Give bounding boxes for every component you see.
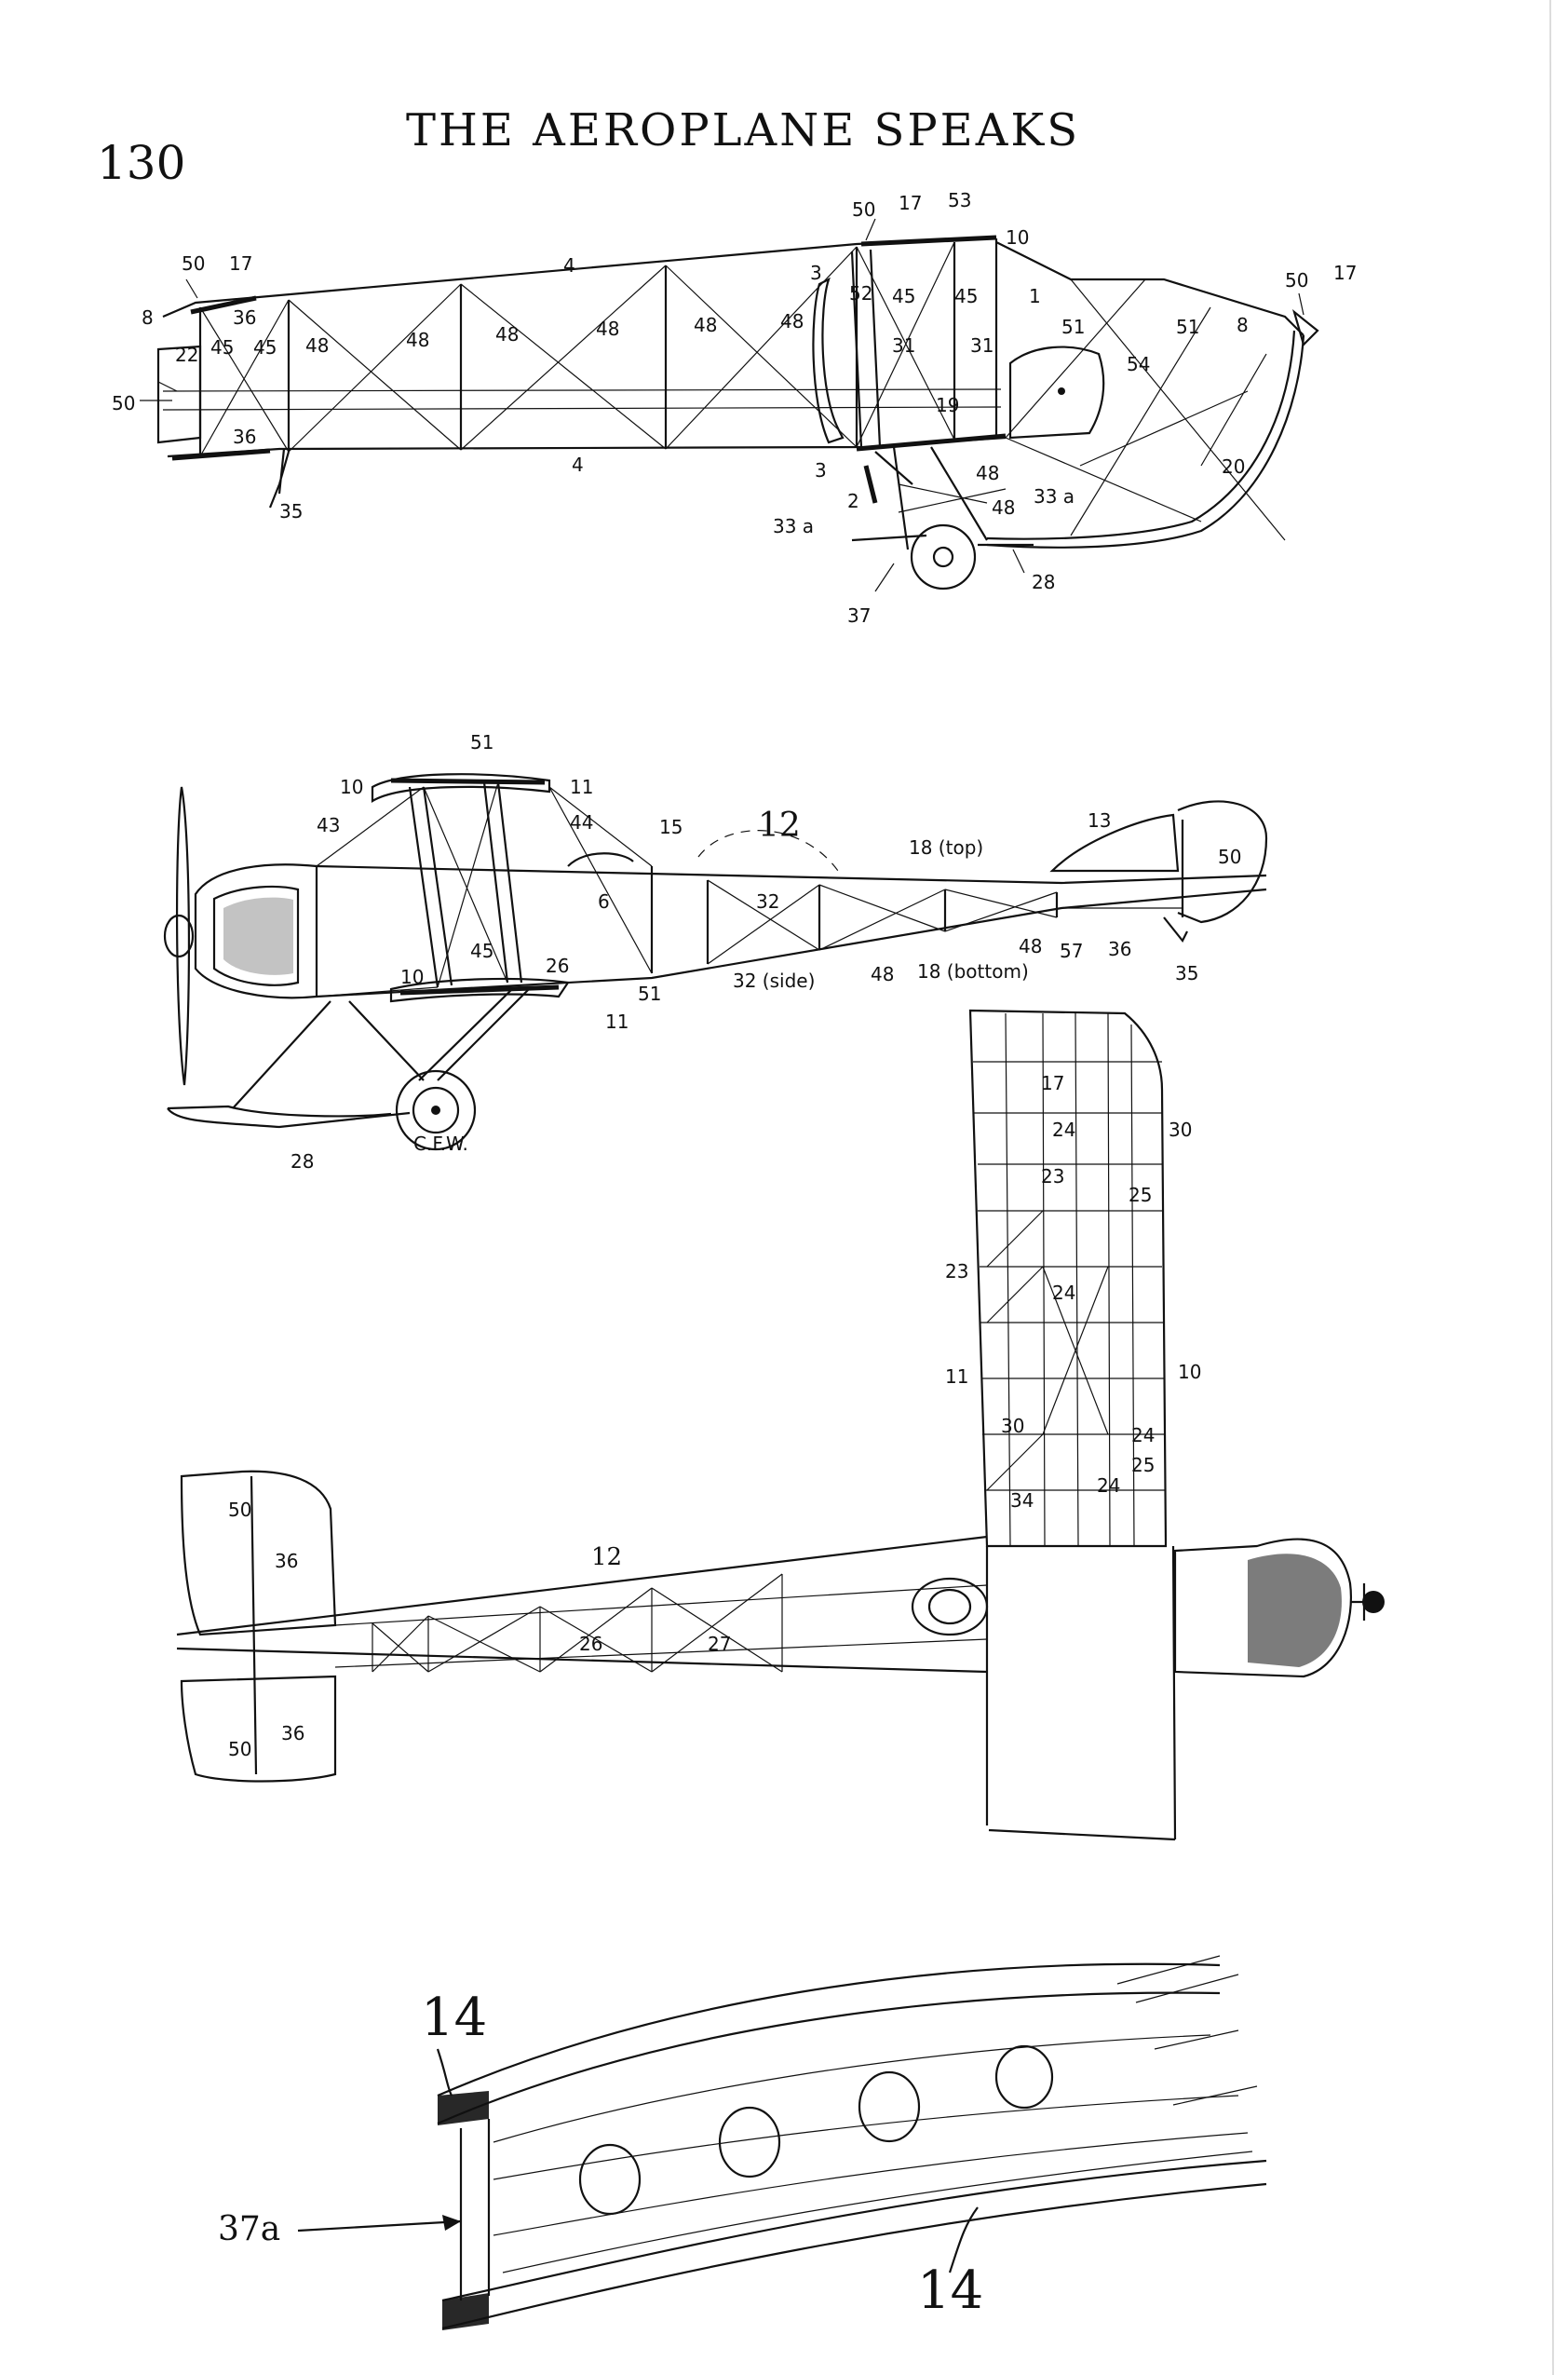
label: 1 [1029,285,1041,307]
label: 10 [1178,1361,1202,1383]
label: 3 [810,262,822,284]
label: 6 [598,890,610,913]
label: 8 [1237,314,1249,336]
label: 36 [275,1550,299,1572]
label: 25 [1129,1184,1153,1206]
label: 25 [1131,1454,1156,1476]
label: 12 [591,1543,623,1571]
label: 8 [142,306,154,329]
label: 33 a [1034,485,1075,508]
page-number: 130 [97,136,186,190]
label: 36 [233,426,257,448]
label: 36 [1108,938,1132,960]
label: 45 [470,940,494,962]
label: 48 [305,334,330,357]
label: 10 [1006,226,1030,249]
label: 48 [780,310,804,332]
label: 11 [570,776,594,798]
label: 4 [563,254,575,277]
label: 31 [892,334,916,357]
label: 11 [605,1011,629,1033]
label: 28 [1032,571,1056,593]
label: 50 [852,198,876,221]
label: 18 (top) [909,836,984,859]
label: 48 [495,323,520,346]
label: 14 [421,1988,488,2048]
label: 45 [892,285,916,307]
label: 14 [917,2260,984,2321]
label: 45 [253,336,277,359]
label: 12 [758,807,801,845]
label: 37 [847,604,872,627]
label: 48 [992,496,1016,519]
label: 53 [948,189,972,211]
label: 32 [756,890,780,913]
label: 35 [279,500,304,522]
label: 51 [470,731,494,753]
label: 30 [1169,1119,1193,1141]
label: 13 [1088,809,1112,832]
label: 50 [112,392,136,414]
running-title: THE AEROPLANE SPEAKS [406,104,1081,156]
page-edge [1550,0,1553,2375]
label: 48 [596,318,620,340]
label: 4 [572,454,584,476]
label: 52 [849,282,873,305]
label: C.F.W. [413,1133,468,1155]
label: 26 [546,955,570,977]
label: 48 [406,329,430,351]
label: 24 [1097,1474,1121,1497]
label: 35 [1175,962,1199,984]
label: 15 [659,816,683,838]
label: 24 [1131,1424,1156,1446]
label: 30 [1001,1415,1025,1437]
label: 48 [976,462,1000,484]
label: 51 [638,983,662,1005]
label: 22 [175,344,199,366]
label: 17 [229,252,253,275]
label: 10 [400,966,425,988]
label: 17 [1041,1072,1065,1094]
label: 50 [228,1738,252,1760]
label: 36 [281,1722,305,1744]
label: 17 [899,192,923,214]
label: 3 [815,459,827,482]
label: 36 [233,306,257,329]
label: 50 [182,252,206,275]
label: 32 (side) [733,970,816,992]
label: 50 [228,1499,252,1521]
fuselage-side-elevation-figure [140,219,1318,591]
label: 23 [1041,1165,1065,1188]
label: 50 [1285,269,1309,292]
label: 48 [871,963,895,985]
label: 57 [1060,940,1084,962]
label: 18 (bottom) [917,960,1029,983]
label: 43 [317,814,341,836]
plan-view-figure [177,1011,1385,1839]
label: 20 [1222,455,1246,478]
label: 28 [291,1150,315,1173]
label: 17 [1333,262,1358,284]
label: 26 [579,1633,603,1655]
label: 50 [1218,846,1242,868]
label: 31 [970,334,994,357]
label: 2 [847,490,859,512]
label: 24 [1052,1119,1076,1141]
label: 23 [945,1260,969,1282]
label: 45 [954,285,979,307]
label: 48 [694,314,718,336]
label: 34 [1010,1489,1034,1512]
label: 44 [570,811,594,834]
label: 24 [1052,1282,1076,1304]
label: 51 [1061,316,1086,338]
label: 48 [1019,935,1043,957]
label: 19 [936,394,960,416]
label: 51 [1176,316,1200,338]
label: 54 [1127,353,1151,375]
label: 45 [210,336,235,359]
label: 33 a [773,515,815,537]
label: 10 [340,776,364,798]
plan-view-callouts [228,1072,1201,1760]
label: 37a [218,2210,281,2248]
label: 27 [708,1633,732,1655]
label: 11 [945,1365,969,1388]
